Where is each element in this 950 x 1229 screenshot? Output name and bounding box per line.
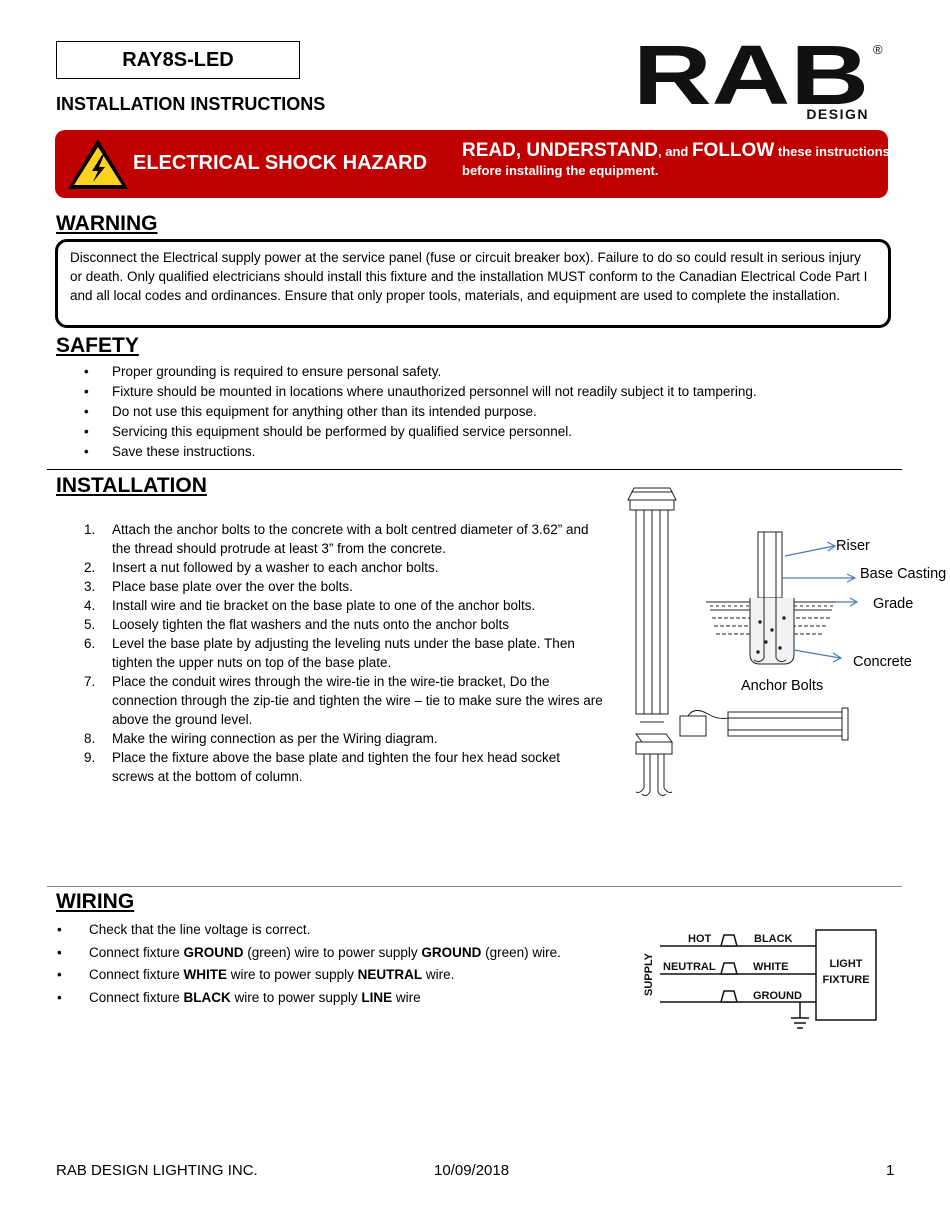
list-item [57,942,561,965]
section-divider [47,886,902,887]
label-base-casting: Base Casting [860,566,947,582]
step-number: 1. [84,522,96,537]
cross-section-drawing [706,532,836,664]
list-item [84,596,604,615]
list-item: • Do not use this equipment for anything other than its intended purpose. [84,402,757,422]
logo-subtext: DESIGN [806,106,869,122]
wiring-list [57,919,561,1009]
label-ground: GROUND [753,990,802,1002]
list-item: • Save these instructions. [84,442,757,462]
hazard-read-instructions [462,141,890,180]
wiring-text: wire to power supply [227,967,358,982]
ground-symbol-icon [791,1002,809,1028]
step-text: Place the conduit wires through the wire-tie in the wire-tie bracket, Do the connection through the zip-tie and tighten the wire – tie to make sure the wires are above the ground level. [112,674,603,727]
label-anchor-bolts: Anchor Bolts [741,678,824,694]
list-item [84,634,604,672]
label-neutral: NEUTRAL [663,961,716,973]
wiring-text: Connect fixture [89,944,184,960]
wiring-text: wire [392,989,421,1005]
label-concrete: Concrete [853,654,912,670]
wiring-text: (green) wire to power supply [243,944,422,960]
hazard-before-installing: before installing the equipment. [462,163,659,178]
warning-heading: WARNING [56,212,158,235]
list-item [84,748,604,786]
list-item [84,615,604,634]
warning-box [55,239,891,328]
footer-page-number: 1 [886,1162,895,1179]
step-text: Place base plate over the over the bolts. [112,579,353,594]
step-number: 7. [84,674,96,689]
wire-nut-icon [721,935,737,1002]
list-item [57,919,561,942]
list-item [84,729,604,748]
wiring-text: Check that the line voltage is correct. [89,922,311,937]
wiring-bold: WHITE [183,967,228,982]
list-item [84,577,604,596]
logo-text: RAB [633,38,869,122]
label-fixture: FIXTURE [822,974,870,986]
section-divider [47,469,902,470]
hazard-title: ELECTRICAL SHOCK HAZARD [133,152,428,174]
footer-company: RAB DESIGN LIGHTING INC. [56,1162,258,1179]
step-number: 6. [84,636,96,651]
list-item [84,672,604,729]
warning-text: Disconnect the Electrical supply power at the service panel (fuse or circuit breaker box). Failure to do so could result in serious injury or death. Only qualified electricians should install this fixture and the installation MUST conform to the Canadian Electrical Code Part I and all local codes and ordinances. Ensure that only proper tools, materials, and equipment are used to complete the installation. [70,250,868,303]
wiring-text: (green) wire. [481,944,561,960]
rab-design-logo [633,38,893,122]
wiring-bold: GROUND [183,944,244,960]
step-text: Install wire and tie bracket on the base plate to one of the anchor bolts. [112,598,536,613]
list-item: • Fixture should be mounted in locations where unauthorized personnel will not readily subject it to tampering. [84,382,757,402]
wiring-bold: BLACK [183,989,231,1005]
label-black: BLACK [754,933,793,945]
wiring-bold: LINE [361,989,393,1005]
installation-heading: INSTALLATION [56,474,207,497]
step-number: 3. [84,579,96,594]
step-number: 9. [84,750,96,765]
model-number: RAY8S-LED [56,41,300,79]
hazard-these-instructions: these instructions [774,144,890,159]
label-white: WHITE [753,961,789,973]
step-number: 2. [84,560,96,575]
label-light: LIGHT [829,958,863,970]
wiring-text: wire. [422,967,455,982]
page-subtitle: INSTALLATION INSTRUCTIONS [56,94,326,114]
step-text: Loosely tighten the flat washers and the nuts onto the anchor bolts [112,617,510,632]
safety-heading: SAFETY [56,334,139,357]
hazard-follow: FOLLOW [691,140,775,161]
list-item: • Servicing this equipment should be performed by qualified service personnel. [84,422,757,442]
installation-steps [84,520,604,786]
fixture-drawing [680,708,848,740]
wiring-text: Connect fixture [89,967,184,982]
wiring-bold: NEUTRAL [357,967,423,982]
wiring-bold: GROUND [421,944,482,960]
step-text: Level the base plate by adjusting the leveling nuts under the base plate. Then tighten the upper nuts on top of the base plate. [112,636,575,670]
wiring-text: wire to power supply [230,989,362,1005]
post-drawing [628,488,676,796]
step-text: Make the wiring connection as per the Wiring diagram. [112,731,438,746]
list-item [84,520,604,558]
step-text: Insert a nut followed by a washer to each anchor bolts. [112,560,439,575]
high-voltage-warning-icon [66,136,130,192]
hazard-read-understand: READ, UNDERSTAND [462,140,658,161]
step-text: Place the fixture above the base plate and tighten the four hex head socket screws at the bottom of column. [112,750,561,784]
list-item [57,987,561,1010]
list-item [84,558,604,577]
step-number: 5. [84,617,96,632]
list-item [57,964,561,987]
logo-registered-mark: ® [873,42,883,57]
installation-diagram [600,482,948,802]
wiring-heading: WIRING [56,890,135,913]
footer-date: 10/09/2018 [434,1162,510,1179]
label-supply: SUPPLY [643,952,655,996]
wiring-text: Connect fixture [89,989,184,1005]
label-hot: HOT [688,933,712,945]
list-item: • Proper grounding is required to ensure personal safety. [84,362,757,382]
step-text: Attach the anchor bolts to the concrete with a bolt centred diameter of 3.62” and the thread should protrude at least 3” from the concrete. [112,522,589,556]
label-grade: Grade [873,596,914,612]
step-number: 8. [84,731,96,746]
safety-list [84,362,757,462]
label-riser: Riser [836,538,870,554]
hazard-and: , and [657,144,692,159]
step-number: 4. [84,598,96,613]
wiring-diagram [636,922,886,1038]
